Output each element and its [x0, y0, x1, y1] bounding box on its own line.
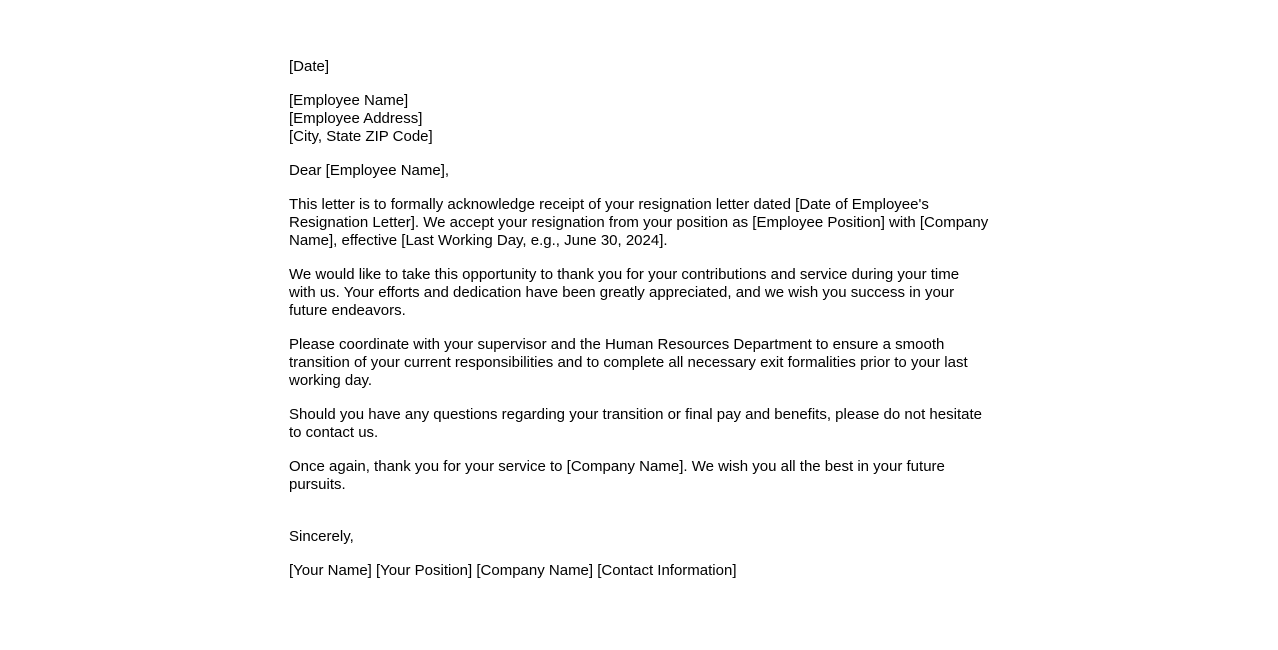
paragraph-5: Once again, thank you for your service to [Company Name]. We wish you all the best in your future pursuits. [289, 458, 945, 493]
signer-name: [Your Name] [289, 562, 372, 579]
salutation [289, 162, 989, 180]
paragraph-1: This letter is to formally acknowledge receipt of your resignation letter dated [Date of Employee's Resignation Letter]. We accept your resignation from your position as [Employee Position] with [Company Name], effective [Last Working Day, e.g., June 30, 2024]. [289, 196, 989, 249]
letter-body [289, 58, 989, 580]
signer-company: [Company Name] [476, 562, 594, 579]
recipient-name: [Employee Name] [289, 92, 409, 109]
signer-position: [Your Position] [376, 562, 473, 579]
recipient-city-state-zip: [City, State ZIP Code] [289, 128, 433, 145]
paragraph-4: Should you have any questions regarding your transition or final pay and benefits, please do not hesitate to contact us. [289, 406, 982, 441]
paragraph-2: We would like to take this opportunity to thank you for your contributions and service during your time with us. Your efforts and dedication have been greatly appreciated, and we wish you success in your future endeavors. [289, 266, 960, 319]
signature-block [289, 562, 989, 580]
closing-spacer [289, 510, 989, 528]
salutation-text: Dear [Employee Name], [289, 162, 450, 179]
date-line [289, 58, 989, 76]
signer-contact: [Contact Information] [597, 562, 737, 579]
recipient-address: [Employee Address] [289, 110, 423, 127]
date-text: [Date] [289, 58, 330, 75]
paragraph-3: Please coordinate with your supervisor and the Human Resources Department to ensure a smooth transition of your current responsibilities and to complete all necessary exit formalities prior to your last working day. [289, 336, 968, 389]
closing-text: Sincerely, [289, 528, 354, 545]
closing-line [289, 528, 989, 546]
recipient-address-block [289, 92, 989, 146]
